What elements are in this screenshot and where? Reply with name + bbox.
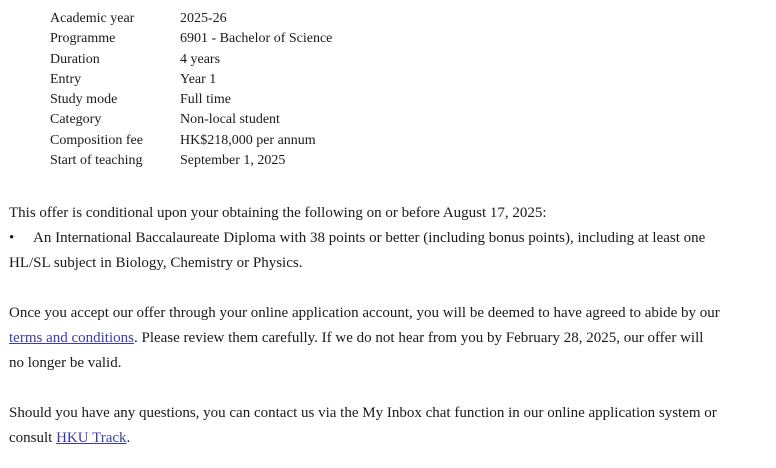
offer-details-table: [50, 9, 332, 171]
detail-value: Year 1: [180, 71, 217, 87]
detail-row-start-of-teaching: [50, 151, 332, 171]
detail-row-category: [50, 110, 332, 130]
contact-line1: Should you have any questions, you can contact us via the My Inbox chat function in our online application system or: [9, 405, 717, 421]
detail-value: 4 years: [180, 51, 221, 67]
hku-track-link[interactable]: HKU Track: [56, 430, 127, 446]
detail-value: HK$218,000 per annum: [180, 132, 316, 148]
conditions-intro: This offer is conditional upon your obtaining the following on or before August 17, 2025:: [9, 205, 547, 221]
detail-label: Category: [50, 112, 102, 128]
detail-label: Programme: [50, 31, 116, 47]
detail-row-study-mode: [50, 90, 332, 110]
contact-prefix: consult: [9, 430, 57, 446]
detail-value: 2025-26: [180, 11, 227, 26]
offer-body: [9, 201, 769, 451]
detail-value: Non-local student: [180, 112, 280, 128]
detail-row-academic-year: [50, 9, 332, 29]
acceptance-line2: [9, 326, 769, 351]
acceptance-line1: Once you accept our offer through your online application account, you will be deemed to have agreed to abide by our: [9, 305, 720, 321]
detail-row-programme: [50, 29, 332, 49]
detail-label: Start of teaching: [50, 153, 143, 169]
detail-value: Full time: [180, 92, 231, 108]
detail-row-entry: [50, 70, 332, 90]
contact-suffix: .: [126, 430, 131, 446]
condition-bullet-item: [9, 226, 769, 251]
detail-value: 6901 - Bachelor of Science: [180, 31, 333, 47]
terms-and-conditions-link[interactable]: terms and conditions: [9, 330, 134, 346]
detail-label: Duration: [50, 51, 100, 67]
paragraph-spacer: [9, 376, 769, 401]
detail-label: Study mode: [50, 92, 118, 108]
detail-row-duration: [50, 50, 332, 70]
detail-label: Entry: [50, 71, 82, 87]
detail-value: September 1, 2025: [180, 153, 286, 169]
bullet-icon: •: [9, 230, 15, 246]
detail-row-composition-fee: [50, 131, 332, 151]
acceptance-line3: no longer be valid.: [9, 355, 122, 371]
condition-text-line2: HL/SL subject in Biology, Chemistry or Physics.: [9, 255, 303, 271]
detail-label: Composition fee: [50, 132, 143, 148]
condition-text-line1: An International Baccalaureate Diploma with 38 points or better (including bonus points), including at least one: [33, 230, 706, 246]
detail-label: Academic year: [50, 11, 135, 26]
paragraph-spacer: [9, 276, 769, 301]
acceptance-line2-text: . Please review them carefully. If we do not hear from you by February 28, 2025, our offer will: [133, 330, 704, 346]
contact-line2: [9, 426, 769, 451]
